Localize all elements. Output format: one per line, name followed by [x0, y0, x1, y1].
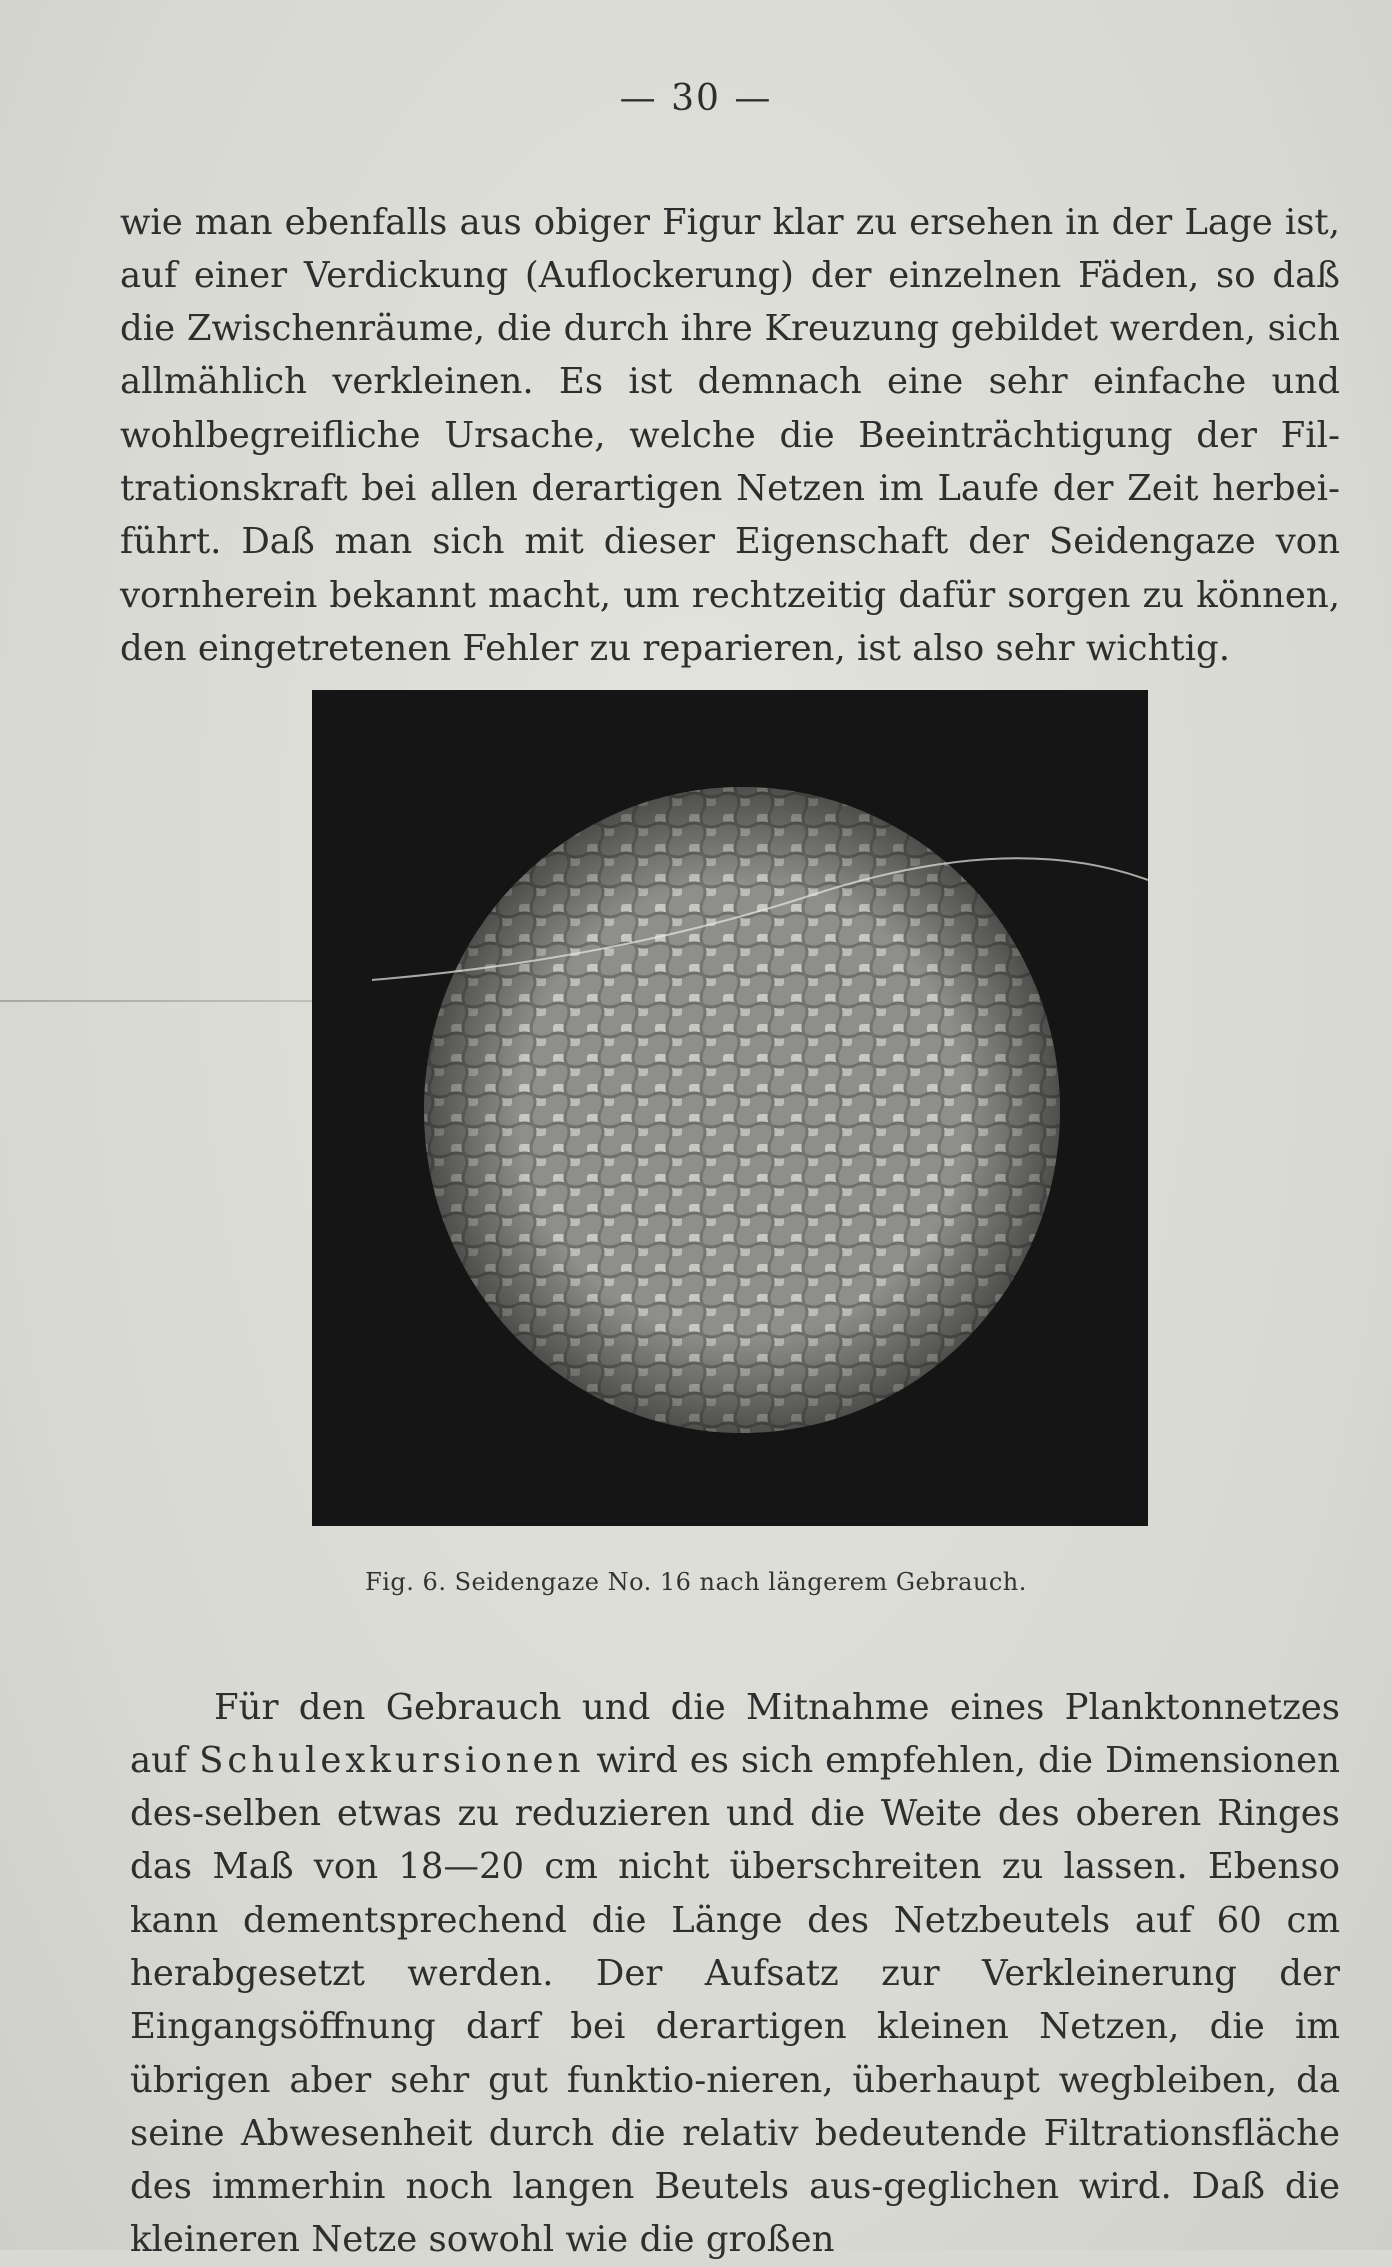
- figure-caption: Fig. 6. Seidengaze No. 16 nach längerem Gebrauch.: [365, 1568, 1027, 1596]
- paragraph-2-start: Für den Gebrauch und die Mitnahme eines Planktonnetzes auf: [130, 1686, 1340, 1781]
- paragraph-1: wie man ebenfalls aus obiger Figur klar zu ersehen in der Lage ist, auf einer Verdickung (Auflockerung) der einzelnen Fäden, so daß die Zwischenräume, die durch ihre Kreuzung gebildet werden, sich allmählich verkleinen. Es ist demnach eine sehr einfache und wohlbegreifliche Ursache, welche die Beeinträchtigung der Fil-trationskraft bei allen derartigen Netzen im Laufe der Zeit herbei-führt. Daß man sich mit dieser Eigenschaft der Seidengaze von vornherein bekannt macht, um rechtzeitig dafür sorgen zu können, den eingetretenen Fehler zu reparieren, ist also sehr wichtig.: [120, 201, 1340, 669]
- paragraph-2-rest: wird es sich empfehlen, die Dimensionen des-selben etwas zu reduzieren und die Weite des oberen Ringes das Maß von 18—20 cm nicht überschreiten zu lassen. Ebenso kann dementsprechend die Länge des Netzbeutels auf 60 cm herabgesetzt werden. Der Aufsatz zur Verkleinerung der Eingangsöffnung darf bei derartigen kleinen Netzen, die im übrigen aber sehr gut funktio-nieren, überhaupt wegbleiben, da seine Abwesenheit durch die relativ bedeutende Filtrationsfläche des immerhin noch langen Beutels aus-geglichen wird. Daß die kleineren Netze sowohl wie die großen: [130, 1739, 1340, 2261]
- paragraph-2: [130, 1681, 1340, 2267]
- figure-silk-gauze-photo: [312, 690, 1148, 1526]
- spaced-emphasis-word: Schulexkursionen: [199, 1739, 585, 1781]
- microscope-image: [312, 690, 1148, 1526]
- page-number: — 30 —: [619, 78, 773, 119]
